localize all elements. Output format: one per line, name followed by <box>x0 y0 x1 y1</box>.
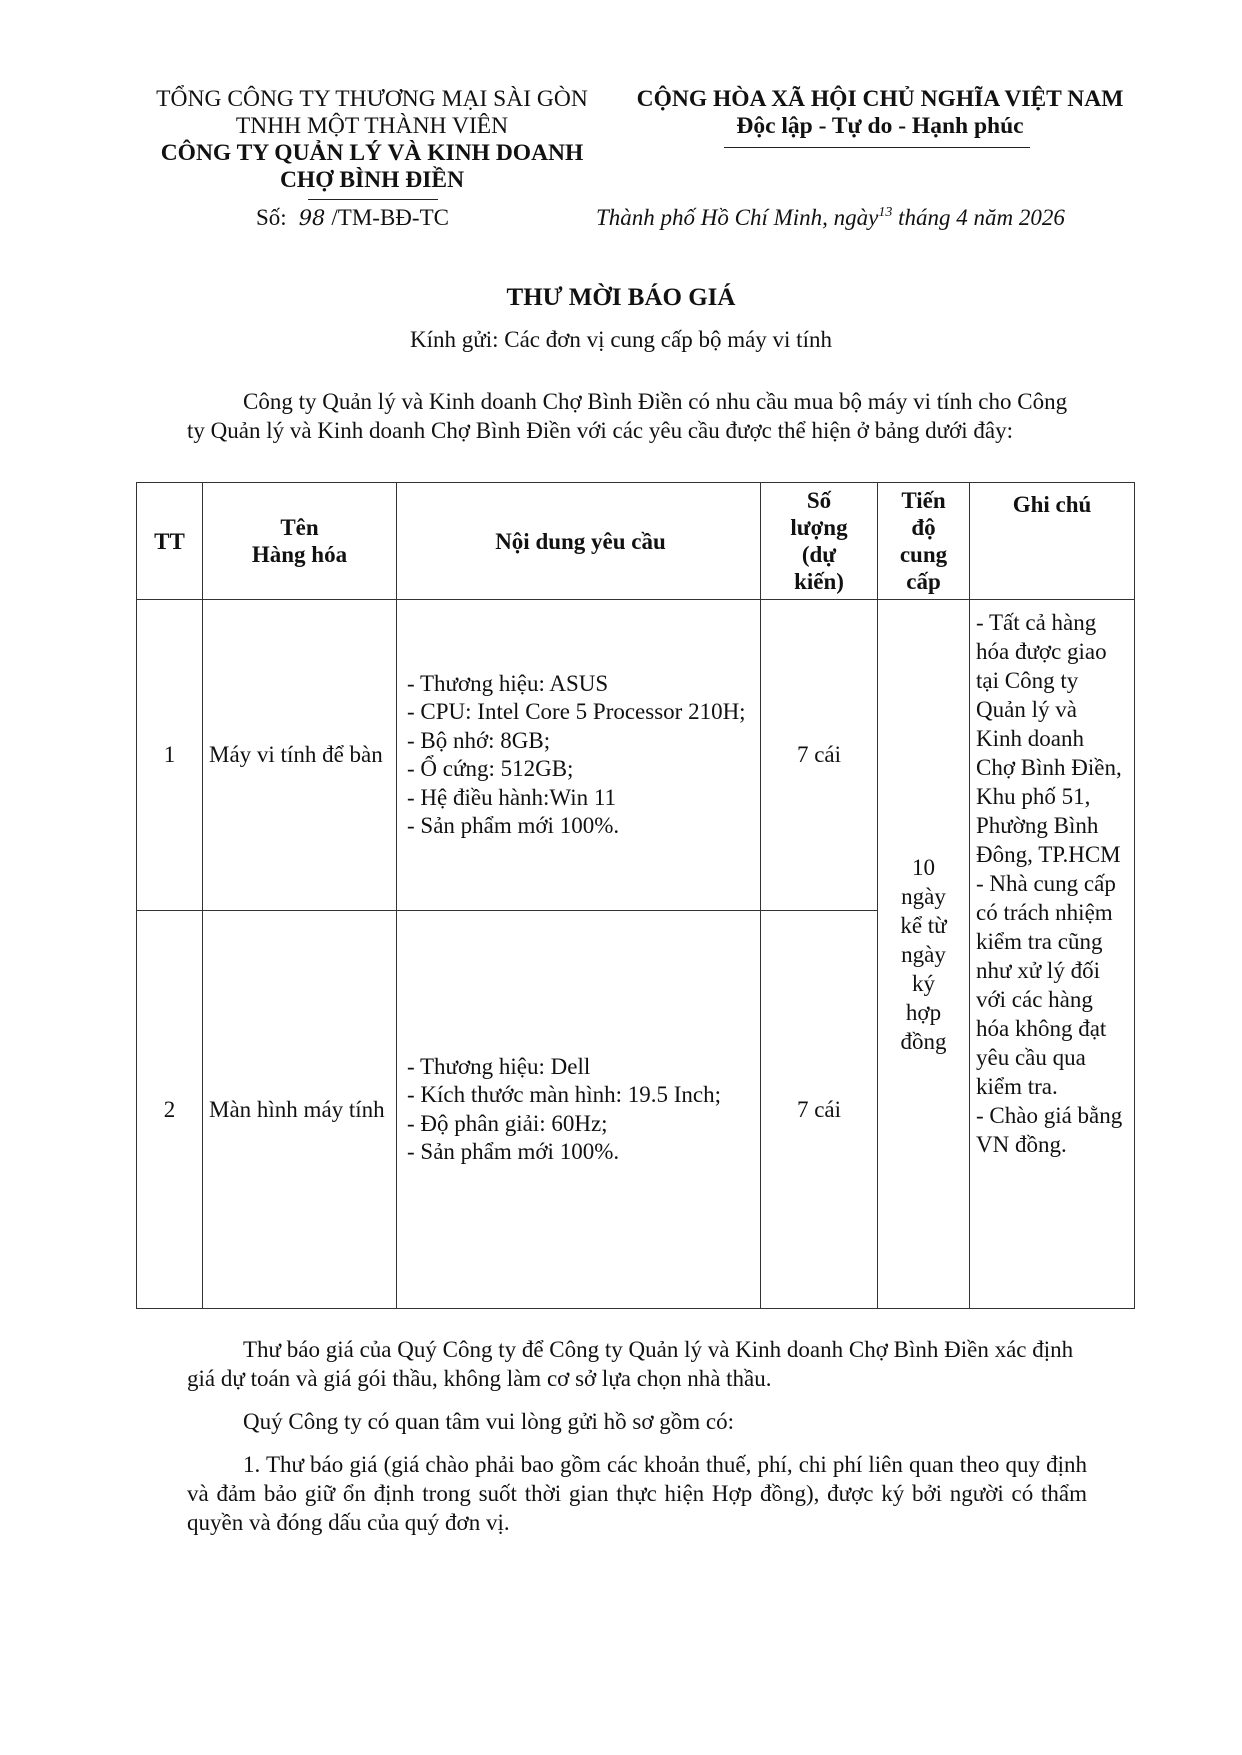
header-quantity-line3: (dự <box>801 542 837 567</box>
row-item-name-text: Máy vi tính để bàn <box>209 742 383 767</box>
national-title: CỘNG HÒA XÃ HỘI CHỦ NGHĨA VIỆT NAM <box>636 86 1124 112</box>
national-motto: Độc lập - Tự do - Hạnh phúc <box>736 113 1024 139</box>
progress-line: ký <box>912 970 935 996</box>
document-date <box>596 205 1065 231</box>
header-item-name-line1: Tên <box>280 515 319 540</box>
national-motto-block <box>620 86 1140 140</box>
requirement-line: - Sản phẩm mới 100%. <box>407 1139 620 1164</box>
closing-section <box>187 1335 1087 1537</box>
header-progress <box>878 483 970 600</box>
row-number: 2 <box>137 911 203 1309</box>
requirement-line: - Ổ cứng: 512GB; <box>407 756 574 781</box>
closing-paragraph-request: Quý Công ty có quan tâm vui lòng gửi hồ sơ gồm có: <box>243 1409 734 1434</box>
header-quantity-line1: Số <box>806 488 832 513</box>
header-notes: Ghi chú <box>970 483 1135 600</box>
requirement-line: - Độ phân giải: 60Hz; <box>407 1110 608 1136</box>
notes-cell <box>970 600 1135 1309</box>
progress-line: ngày <box>901 883 946 909</box>
specification-table <box>136 482 1135 1309</box>
progress-line: kể từ <box>900 912 947 938</box>
row-quantity: 7 cái <box>761 911 878 1309</box>
table-row <box>137 600 1135 911</box>
header-quantity <box>761 483 878 600</box>
header-progress-line2: độ <box>911 515 936 540</box>
header-progress-line4: cấp <box>906 569 941 594</box>
document-title: THƯ MỜI BÁO GIÁ <box>506 284 736 311</box>
closing-paragraph-item1: 1. Thư báo giá (giá chào phải bao gồm các khoản thuế, phí, chi phí liên quan theo quy định và đảm bảo giữ ổn định trong suốt thời gian thực hiện Hợp đồng), được ký bởi người có thẩm quyền và đóng dấu của quý đơn vị. <box>187 1452 1087 1535</box>
document-number-label: Số: <box>256 205 287 230</box>
intro-paragraph <box>187 387 1087 445</box>
date-prefix: Thành phố Hồ Chí Minh, ngày <box>596 205 879 230</box>
requirement-line: - Thương hiệu: Dell <box>407 1053 591 1079</box>
requirement-line: - Sản phẩm mới 100%. <box>407 813 620 838</box>
row-item-name <box>203 911 397 1309</box>
requirement-line: - Hệ điều hành:Win 11 <box>407 784 616 810</box>
table-header-row <box>137 483 1135 600</box>
motto-underline <box>724 147 1030 148</box>
row-requirements <box>397 600 761 911</box>
header-quantity-line4: kiến) <box>794 569 844 594</box>
issuer-parent-line2: TNHH MỘT THÀNH VIÊN <box>235 113 509 139</box>
document-number-suffix: /TM-BĐ-TC <box>331 205 449 230</box>
row-item-name <box>203 600 397 911</box>
progress-line: hợp <box>905 999 942 1025</box>
row-requirements <box>397 911 761 1309</box>
requirement-line: - Kích thước màn hình: 19.5 Inch; <box>407 1082 721 1107</box>
header-tt: TT <box>137 483 203 600</box>
closing-paragraph-purpose: Thư báo giá của Quý Công ty để Công ty Quản lý và Kinh doanh Chợ Bình Điền xác định giá dự toán và giá gói thầu, không làm cơ sở lựa chọn nhà thầu. <box>187 1337 1074 1391</box>
issuer-block <box>140 86 604 194</box>
note-currency: - Chào giá bằng VN đồng. <box>976 1103 1123 1157</box>
header-progress-line1: Tiến <box>901 488 946 513</box>
requirement-line: - CPU: Intel Core 5 Processor 210H; <box>407 699 746 724</box>
progress-line: đồng <box>900 1028 947 1054</box>
header-requirements: Nội dung yêu cầu <box>397 483 761 600</box>
date-day: 13 <box>878 205 893 220</box>
note-supplier-responsibility: - Nhà cung cấp có trách nhiệm kiểm tra cũng như xử lý đối với các hàng hóa không đạt yêu cầu qua kiểm tra. <box>976 871 1116 1099</box>
header-item-name-line2: Hàng hóa <box>251 542 348 567</box>
header-item-name <box>203 483 397 600</box>
issuer-name-line2: CHỢ BÌNH ĐIỀN <box>279 167 465 193</box>
document-number <box>256 205 449 231</box>
issuer-divider <box>308 199 438 200</box>
progress-line: ngày <box>901 941 946 967</box>
row-quantity: 7 cái <box>761 600 878 911</box>
progress-line: 10 <box>912 854 935 880</box>
note-delivery-location: - Tất cả hàng hóa được giao tại Công ty Quản lý và Kinh doanh Chợ Bình Điền, Khu phố 51, Phường Bình Đông, TP.HCM <box>976 610 1122 867</box>
header-progress-line3: cung <box>899 542 948 567</box>
document-number-value: 98 <box>298 206 326 230</box>
header-quantity-line2: lượng <box>790 515 848 540</box>
requirement-line: - Thương hiệu: ASUS <box>407 670 609 696</box>
issuer-parent-line1: TỔNG CÔNG TY THƯƠNG MẠI SÀI GÒN <box>156 86 588 112</box>
row-item-name-text: Màn hình máy tính <box>209 1096 385 1122</box>
requirement-line: - Bộ nhớ: 8GB; <box>407 727 551 753</box>
date-suffix: tháng 4 năm 2026 <box>892 205 1065 230</box>
recipient-line: Kính gửi: Các đơn vị cung cấp bộ máy vi tính <box>410 327 832 352</box>
delivery-progress <box>878 600 970 1309</box>
intro-text: Công ty Quản lý và Kinh doanh Chợ Bình Điền có nhu cầu mua bộ máy vi tính cho Công ty Quản lý và Kinh doanh Chợ Bình Điền với các yêu cầu được thể hiện ở bảng dưới đây: <box>187 389 1068 443</box>
issuer-name-line1: CÔNG TY QUẢN LÝ VÀ KINH DOANH <box>160 140 584 166</box>
row-number: 1 <box>137 600 203 911</box>
